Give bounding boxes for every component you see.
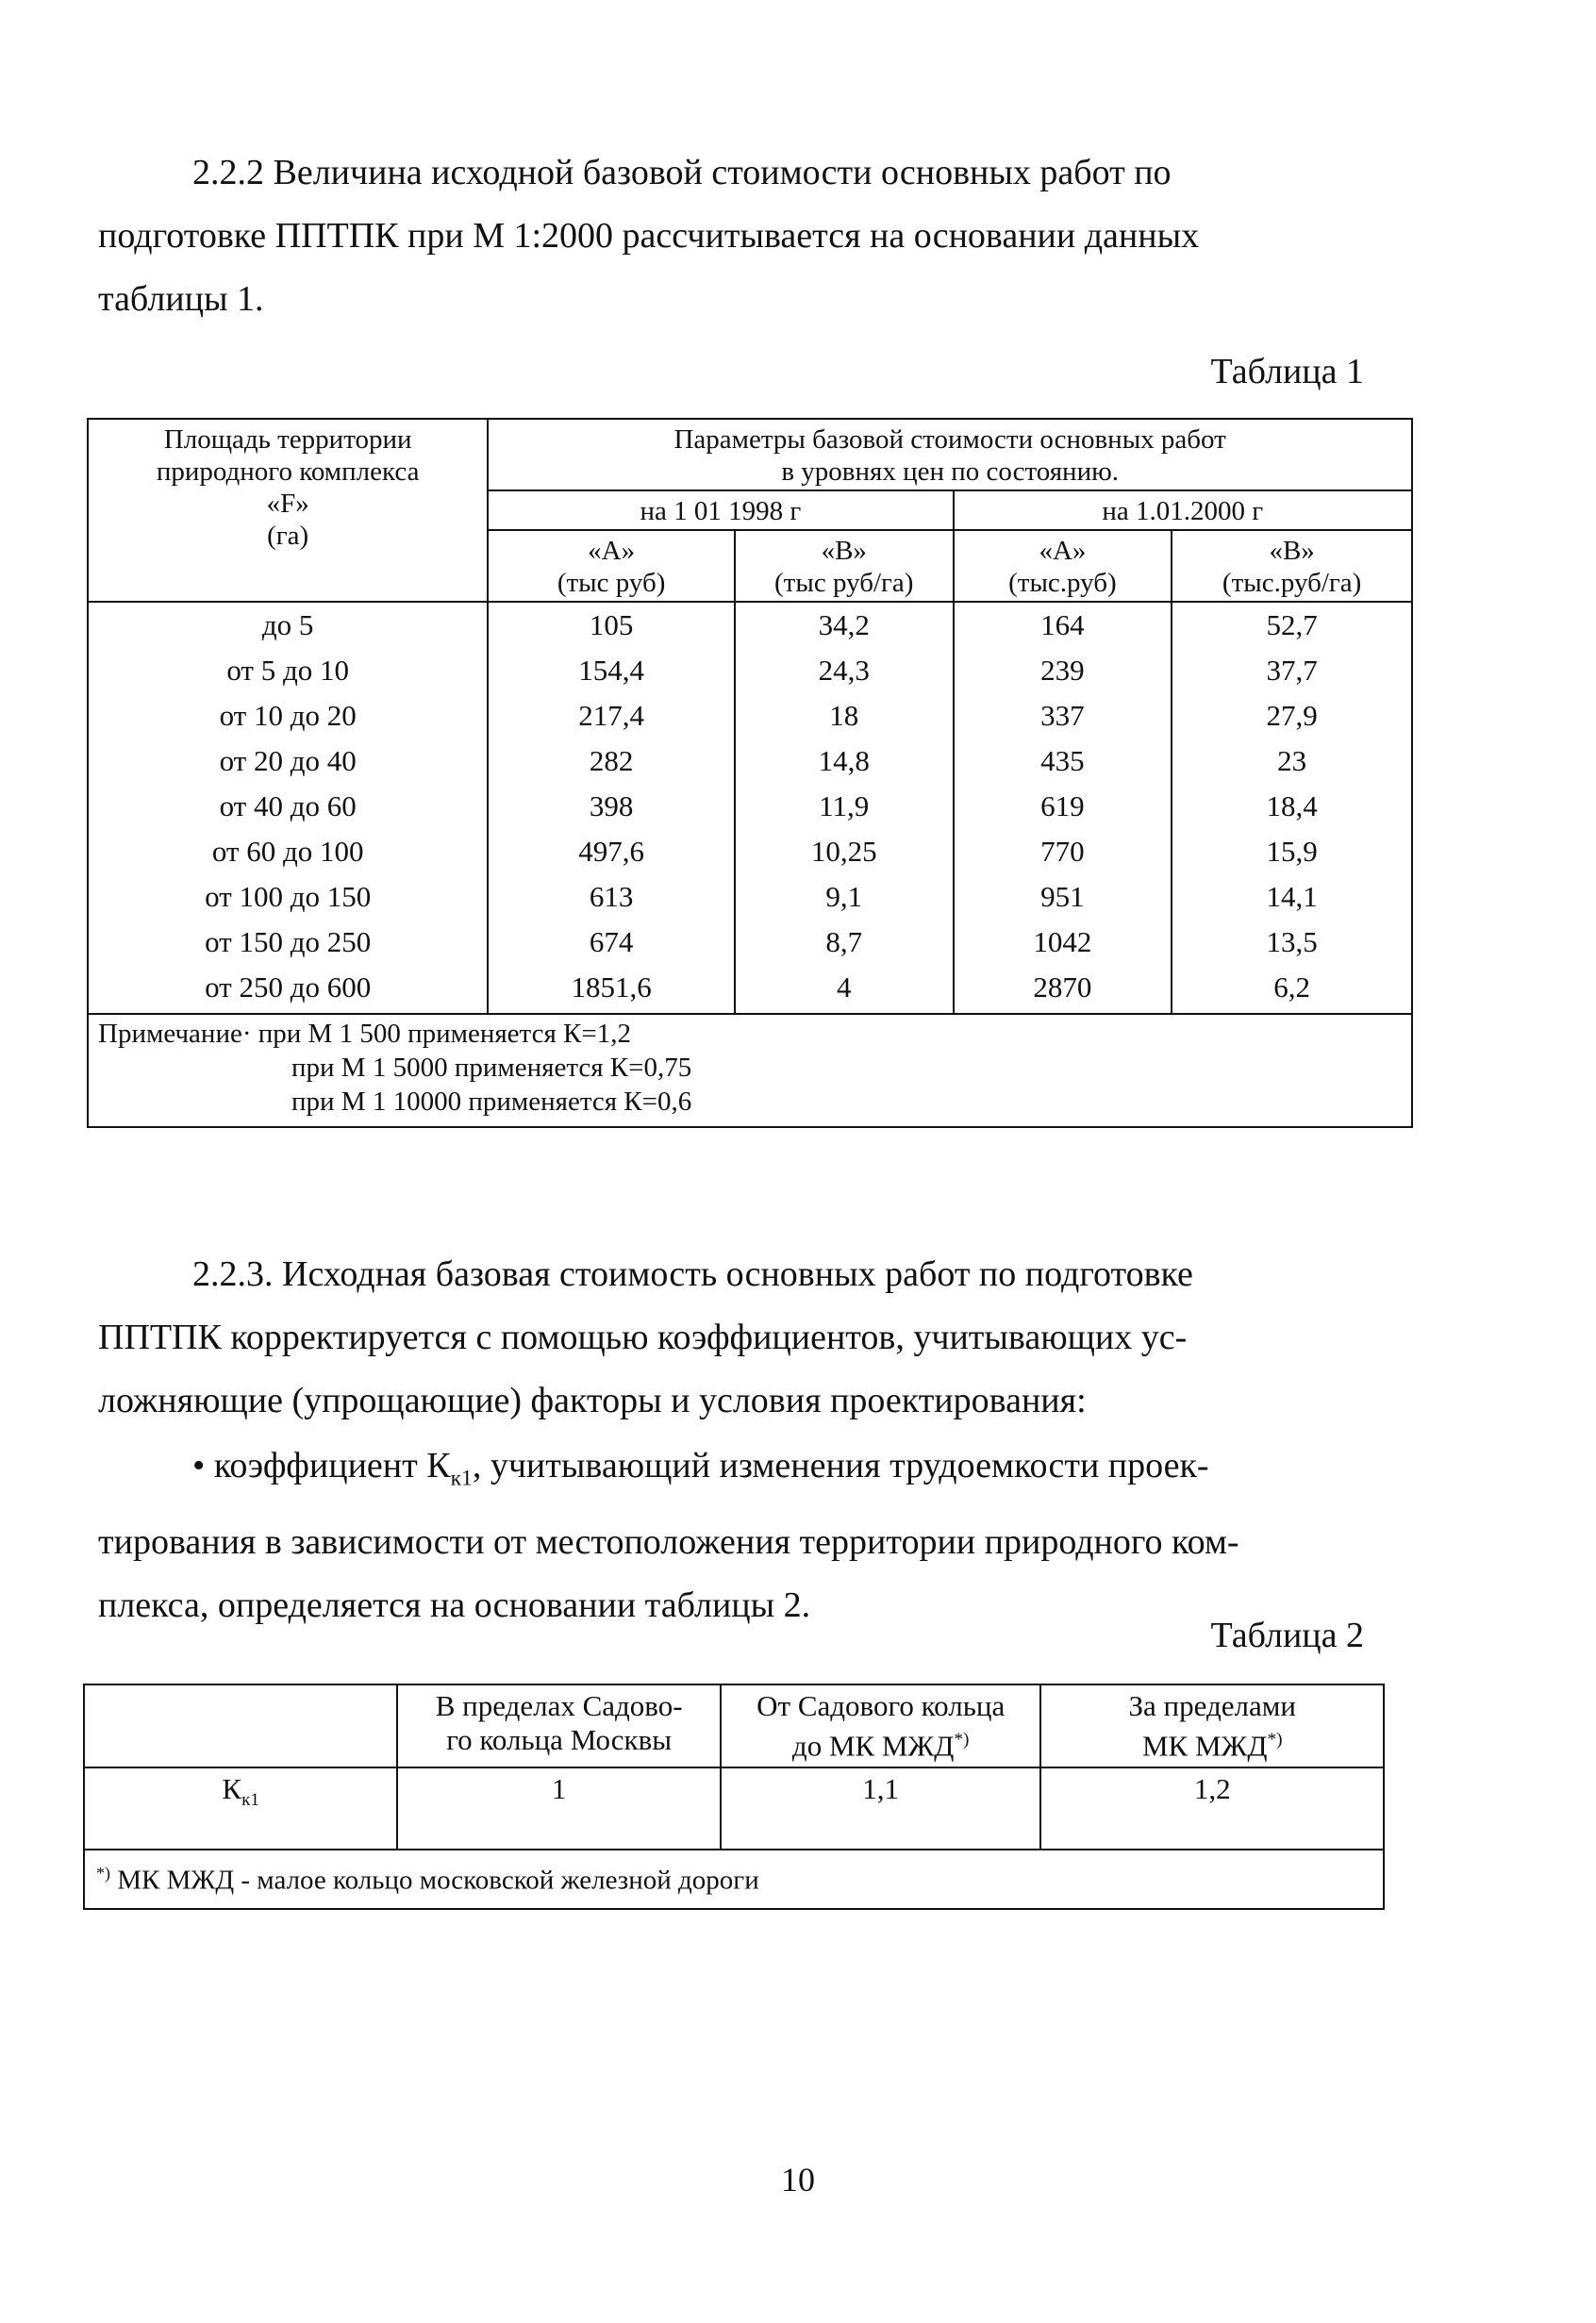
header-date-2000: на 1.01.2000 г: [954, 490, 1412, 530]
header-b-1998: «В» (тыс руб/га): [735, 530, 954, 602]
p3-line-2: тирования в зависимости от местоположения территории природного ком-: [98, 1521, 1239, 1562]
table-2: [83, 1684, 1385, 1910]
table-1: [87, 418, 1413, 1128]
paragraph-2-2-2: [98, 141, 1364, 331]
p3-line-3: плекса, определяется на основании таблицы 2.: [98, 1585, 811, 1625]
p2-line-2: ППТПК корректируется с помощью коэффициентов, учитывающих ус-: [98, 1318, 1188, 1357]
page-number: 10: [781, 2161, 815, 2199]
header-a-2000: «А» (тыс.руб): [954, 530, 1172, 602]
p2-line-3: ложняющие (упрощающие) факторы и условия проектирования:: [98, 1381, 1087, 1420]
table-row: от 250 до 600 1851,6 4 2870 6,2: [88, 965, 1412, 1014]
table-row: от 150 до 250 674 8,7 1042 13,5: [88, 920, 1412, 965]
p1-line-1: 2.2.2 Величина исходной базовой стоимости основных работ по: [192, 153, 1172, 192]
header-area: Площадь территории природного комплекса «F» (га): [88, 419, 488, 602]
table-row: до 5 105 34,2 164 52,7: [88, 602, 1412, 648]
header-params: Параметры базовой стоимости основных работ в уровнях цен по состоянию.: [488, 419, 1412, 490]
table1-note: Примечание· при М 1 500 применяется К=1,2 при М 1 5000 применяется К=0,75 при М 1 10000 применяется К=0,6: [88, 1014, 1412, 1127]
p2-line-1: 2.2.3. Исходная базовая стоимость основных работ по подготовке: [192, 1254, 1193, 1294]
table2-header-outside-mk: За пределами МК МЖД*): [1040, 1684, 1384, 1767]
table-row: $К_{к1}$ 1 1,1 1,2: [84, 1767, 1384, 1849]
p1-line-3: таблицы 1.: [98, 279, 264, 319]
table2-footnote: *) МК МЖД - малое кольцо московской железной дороги: [84, 1850, 1384, 1910]
table2-caption: Таблица 2: [1210, 1616, 1364, 1655]
p1-line-2: подготовке ППТПК при М 1:2000 рассчитывается на основании данных: [98, 216, 1200, 256]
header-b-2000: «В» (тыс.руб/га): [1172, 530, 1412, 602]
table-row: от 20 до 40 282 14,8 435 23: [88, 738, 1412, 784]
table-row: от 40 до 60 398 11,9 619 18,4: [88, 784, 1412, 829]
paragraph-coefficient-kk1: • коэффициент $К_{к1}$, учитывающий изменения трудоемкости проек- тирования в зависимости от местоположения территории природного ком- плекса, определяется на основании таблицы 2.: [98, 1435, 1364, 1637]
paragraph-2-2-3: [98, 1243, 1364, 1433]
bullet-icon: •: [192, 1446, 206, 1485]
table-row: от 60 до 100 497,6 10,25 770 15,9: [88, 829, 1412, 874]
table-row: от 100 до 150 613 9,1 951 14,1: [88, 874, 1412, 920]
table2-row-label: $К_{к1}$: [84, 1767, 397, 1849]
table1-caption: Таблица 1: [1210, 352, 1364, 391]
table-row: от 10 до 20 217,4 18 337 27,9: [88, 693, 1412, 738]
table-row: от 5 до 10 154,4 24,3 239 37,7: [88, 648, 1412, 693]
table2-header-ring-to-mk: От Садового кольца до МК МЖД*): [721, 1684, 1041, 1767]
header-date-1998: на 1 01 1998 г: [488, 490, 953, 530]
table2-header-inside-ring: В пределах Садово- го кольца Москвы: [397, 1684, 721, 1767]
table2-empty-corner: [84, 1684, 397, 1767]
header-a-1998: «А» (тыс руб): [488, 530, 735, 602]
